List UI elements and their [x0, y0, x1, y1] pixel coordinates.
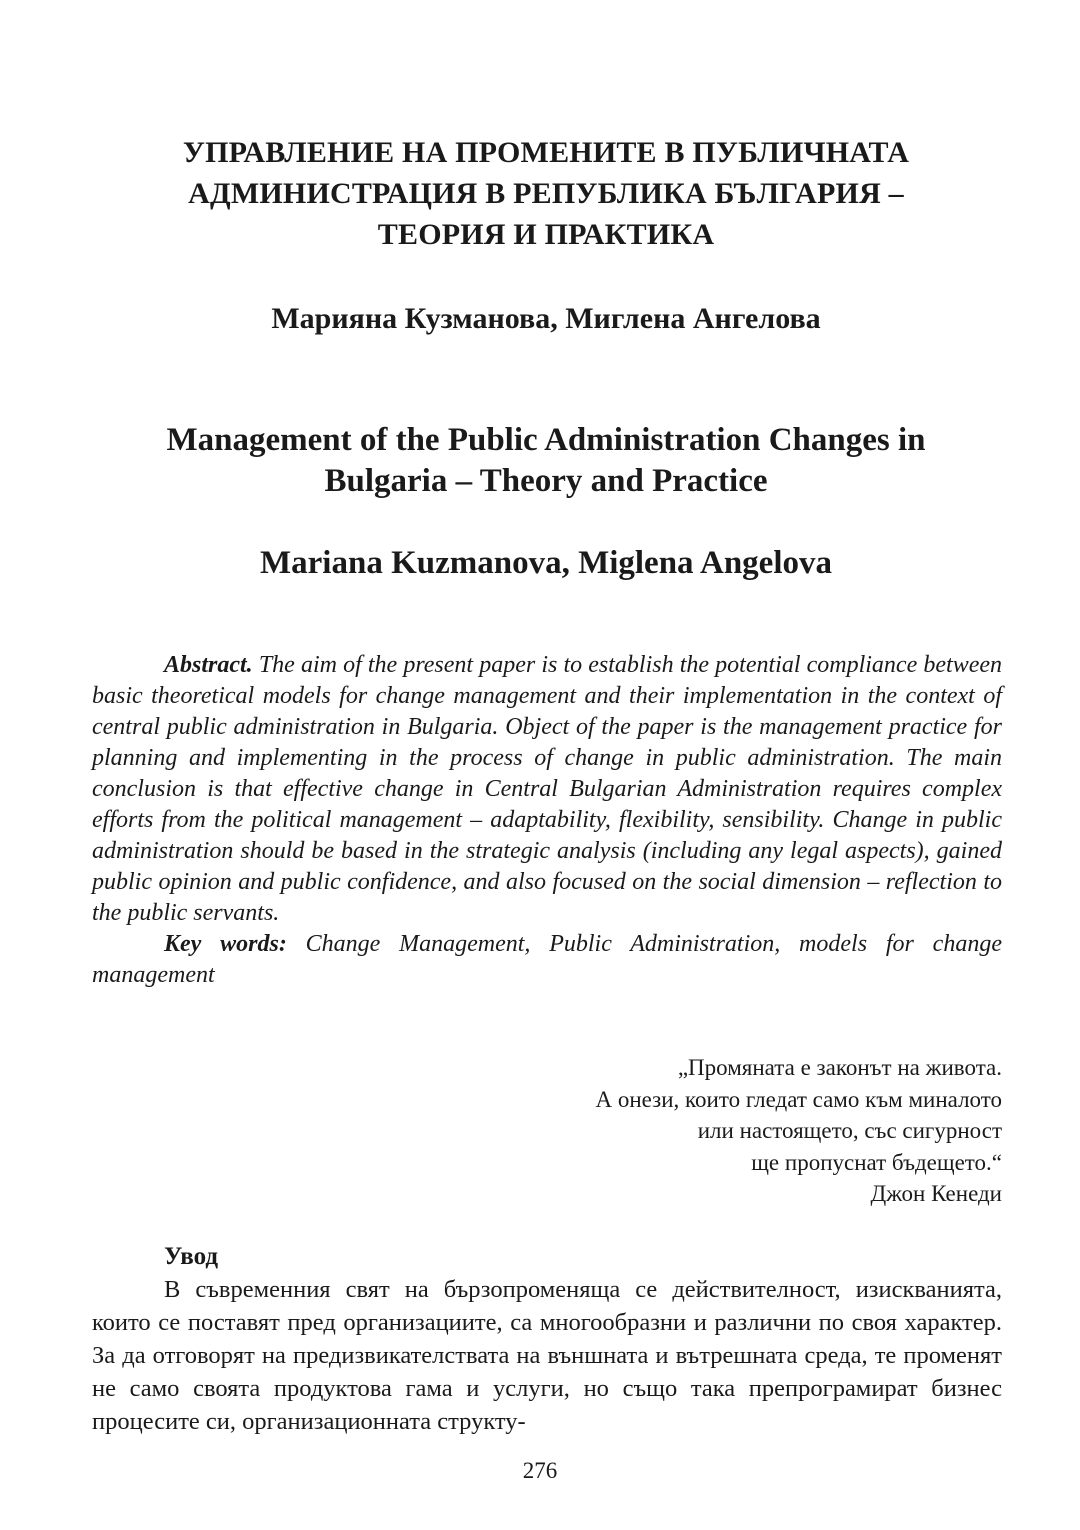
abstract-text: The aim of the present paper is to establish the potential compliance between basic theoretical models for change management and their implementation in the context of central public administration in Bulgaria. Object of the paper is the management practice for planning and implementing in the process of change in public administration. The main conclusion is that effective change in Central Bulgarian Administration requires complex efforts from the political management – adaptability, flexibility, sensibility. Change in public administration should be based in the strategic analysis (including any legal aspects), gained public opinion and public confidence, and also focused on the social dimension – reflection to the public servants.: [92, 652, 1002, 926]
title-bulgarian-line: УПРАВЛЕНИЕ НА ПРОМЕНИТЕ В ПУБЛИЧНАТА: [182, 136, 910, 169]
epigraph-line: „Промяната е законът на живота.: [677, 1055, 1002, 1080]
epigraph-line: А онези, които гледат само към миналото: [595, 1086, 1002, 1112]
keywords-text: Change Management, Public Administration, models for change management: [92, 931, 1002, 988]
page-number: 276: [522, 1458, 558, 1483]
authors-bulgarian: Марияна Кузманова, Миглена Ангелова: [271, 302, 821, 335]
epigraph-quote: [595, 1052, 1002, 1210]
title-english-line: Management of the Public Administration Changes in: [166, 422, 926, 458]
epigraph-author: Джон Кенеди: [870, 1181, 1002, 1206]
title-bulgarian: [92, 132, 1000, 255]
title-bulgarian-line: АДМИНИСТРАЦИЯ В РЕПУБЛИКА БЪЛГАРИЯ –: [188, 177, 904, 210]
body-text: [92, 1273, 1002, 1438]
authors-english: Mariana Kuzmanova, Miglena Angelova: [260, 545, 832, 581]
abstract-label: Abstract.: [164, 652, 253, 678]
epigraph-line: ще пропуснат бъдещето.“: [751, 1149, 1002, 1175]
keywords-label: Key words:: [164, 931, 287, 957]
section-heading-introduction: Увод: [164, 1243, 219, 1270]
title-english-line: Bulgaria – Theory and Practice: [324, 463, 768, 499]
abstract: [92, 650, 1002, 991]
keywords-paragraph: [92, 929, 1002, 991]
epigraph-line: или настоящето, със сигурност: [697, 1118, 1002, 1143]
title-english: [92, 420, 1000, 502]
abstract-paragraph: [92, 650, 1002, 929]
title-bulgarian-line: ТЕОРИЯ И ПРАКТИКА: [377, 218, 715, 251]
body-paragraph: В съвременния свят на бързопроменяща се действителност, изискванията, които се поставят пред организациите, са многообразни и различни по своя характер. За да отговорят на предизвикателствата на външната и вътрешната среда, те променят не само своята продуктова гама и услуги, но също така препрограмират бизнес процесите си, организационната структу-: [92, 1276, 1002, 1435]
